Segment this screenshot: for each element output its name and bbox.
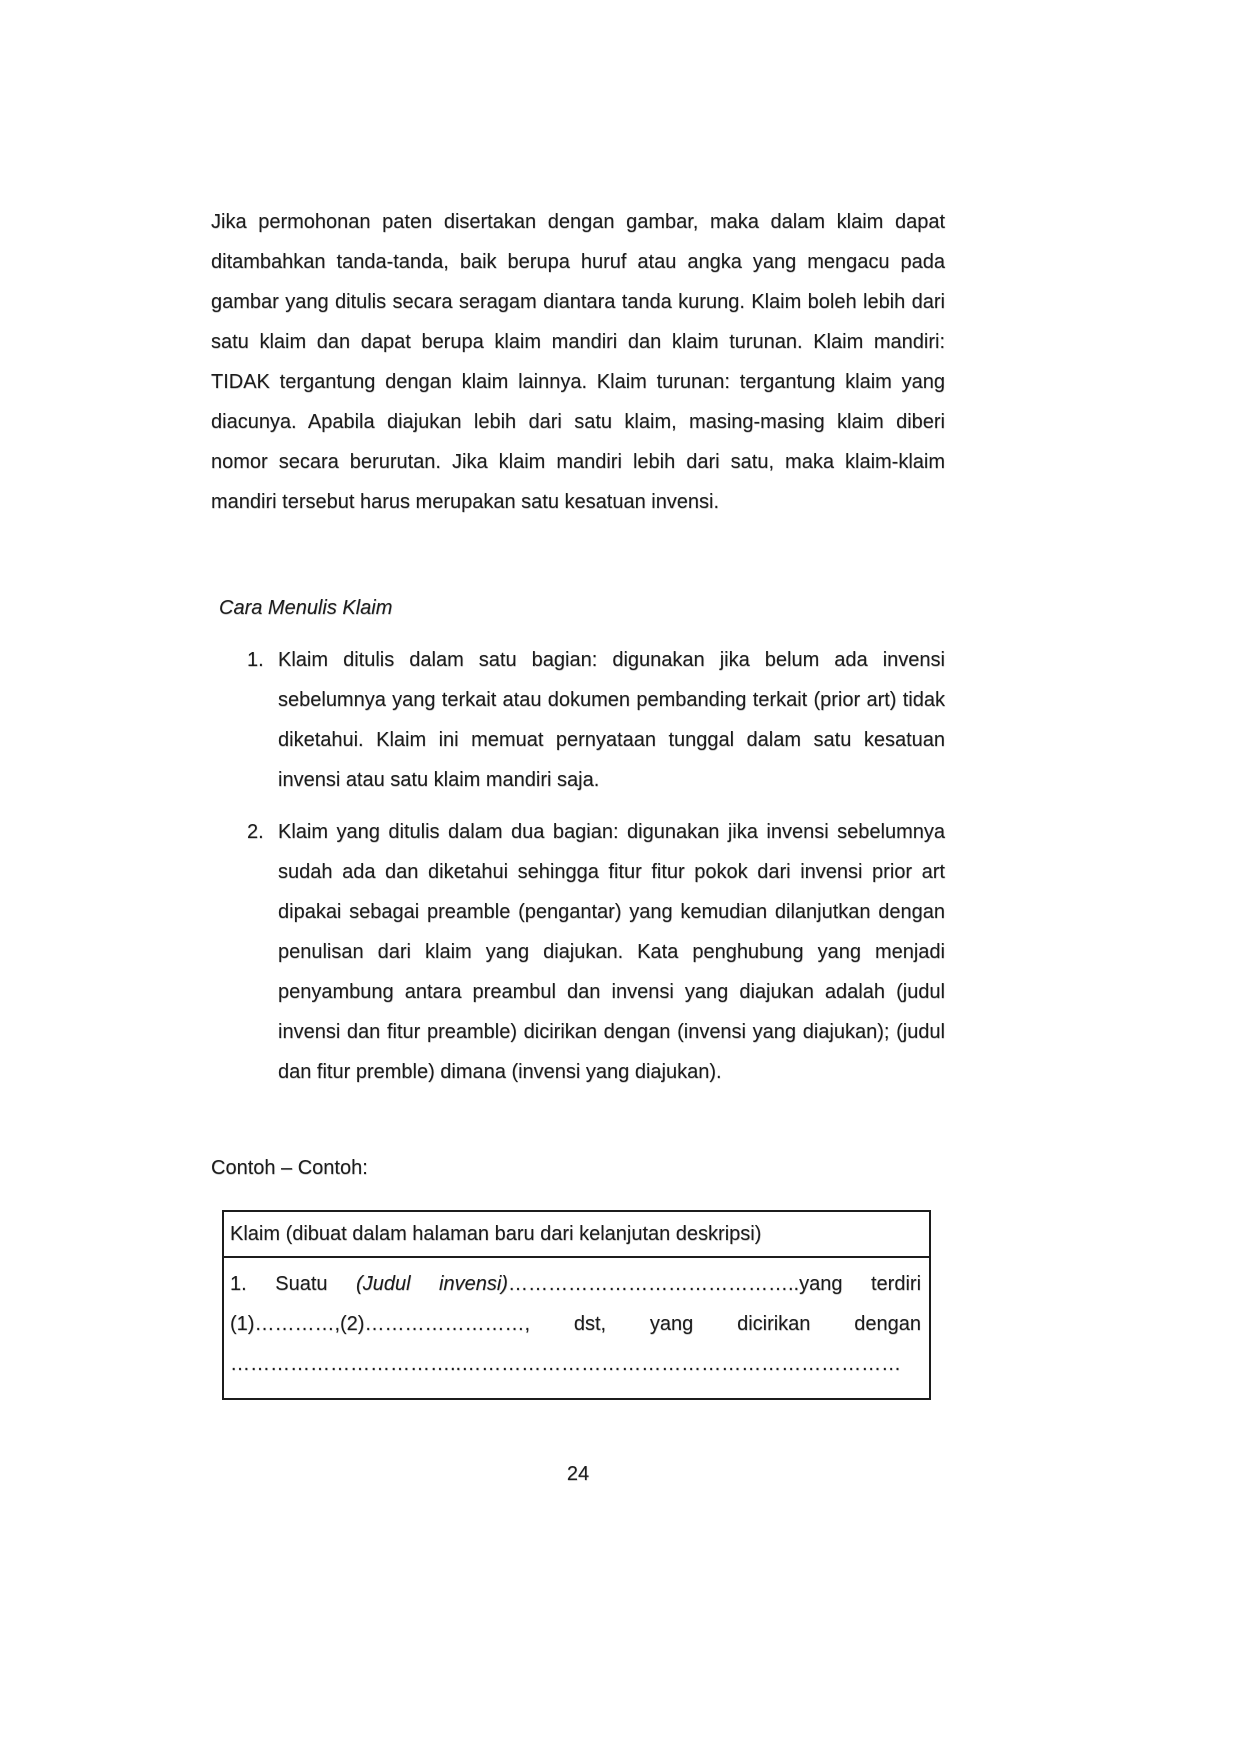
list-item-number: 2. [247,821,264,843]
claim-word-terdiri: terdiri [871,1273,922,1295]
intro-paragraph: Jika permohonan paten disertakan dengan gambar, maka dalam klaim dapat ditambahkan tanda-tanda, baik berupa huruf atau angka yang mengacu pada gambar yang ditulis secara seragam diantara tanda kurung. Klaim boleh lebih dari satu klaim dan dapat berupa klaim mandiri dan klaim turunan. Klaim mandiri: TIDAK tergantung dengan klaim lainnya. Klaim turunan: tergantung klaim yang diacunya. Apabila diajukan lebih dari satu klaim, masing-masing klaim diberi nomor secara berurutan. Jika klaim mandiri lebih dari satu, maka klaim-klaim mandiri tersebut harus merupakan satu kesatuan invensi. [211,211,945,513]
list-item-2 [211,812,945,1092]
claim-judul-invensi: (Judul invensi) [356,1273,508,1295]
page-number: 24 [566,1463,590,1485]
numbered-list [211,640,945,1092]
list-item-number: 1. [247,649,264,671]
claim-box-body [224,1258,929,1398]
claim-box-header: Klaim (dibuat dalam halaman baru dari kelanjutan deskripsi) [224,1212,929,1258]
claim-word-suatu: Suatu [275,1273,328,1295]
claim-line-1 [230,1264,921,1304]
claim-example-box [222,1210,931,1400]
section-heading-cara-menulis-klaim: Cara Menulis Klaim [219,597,393,619]
claim-number: 1. [230,1273,247,1295]
list-item-text: Klaim ditulis dalam satu bagian: digunakan jika belum ada invensi sebelumnya yang terkait atau dokumen pembanding terkait (prior art) tidak diketahui. Klaim ini memuat pernyataan tunggal dalam satu kesatuan invensi atau satu klaim mandiri saja. [278,649,945,791]
claim-line-2: (1)…………,(2)……………………, dst, yang dicirikan dengan [230,1313,921,1335]
list-item-text: Klaim yang ditulis dalam dua bagian: digunakan jika invensi sebelumnya sudah ada dan diketahui sehingga fitur fitur pokok dari invensi prior art dipakai sebagai preamble (pengantar) yang kemudian dilanjutkan dengan penulisan dari klaim yang diajukan. Kata penghubung yang menjadi penyambung antara preambul dan invensi yang diajukan adalah (judul invensi dan fitur preamble) dicirikan dengan (invensi yang diajukan); (judul dan fitur premble) dimana (invensi yang diajukan). [278,821,945,1083]
list-item-1 [211,640,945,800]
contoh-heading: Contoh – Contoh: [211,1157,368,1179]
claim-dots-yang: ……………………………………..yang [507,1273,843,1295]
claim-line-3: ……………………………..………………………………………………………… [230,1353,902,1375]
